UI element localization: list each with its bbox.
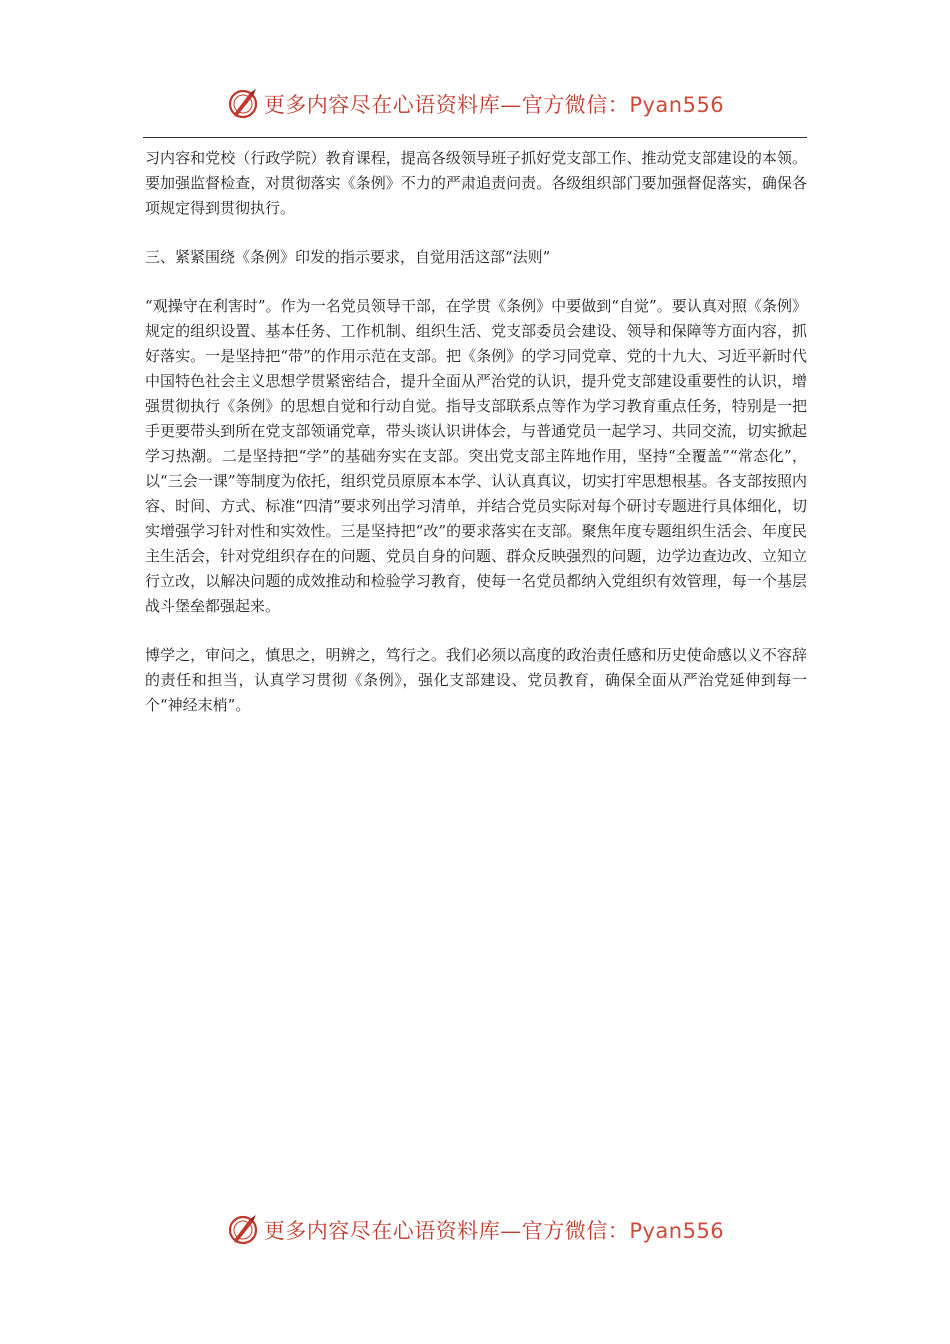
quill-pen-circle-icon <box>226 1213 260 1247</box>
quill-pen-circle-icon <box>226 87 260 121</box>
footer-banner-text <box>264 1215 724 1245</box>
document-body <box>145 146 807 742</box>
header-divider <box>143 137 807 138</box>
footer-wechat-id: Pyan556 <box>629 1219 725 1243</box>
paragraph-2: “观操守在利害时”。作为一名党员领导干部，在学贯《条例》中要做到“自觉”。要认真对照《条例》规定的组织设置、基本任务、工作机制、组织生活、党支部委员会建设、领导和保障等方面内容，抓好落实。一是坚持把“带”的作用示范在支部。把《条例》的学习同党章、党的十九大、习近平新时代中国特色社会主义思想学贯紧密结合，提升全面从严治党的认识，提升党支部建设重要性的认识，增强贯彻执行《条例》的思想自觉和行动自觉。指导支部联系点等作为学习教育重点任务，特别是一把手更要带头到所在党支部领诵党章，带头谈认识讲体会，与普通党员一起学习、共同交流，切实掀起学习热潮。二是坚持把“学”的基础夯实在支部。突出党支部主阵地作用，坚持“全覆盖”“常态化”，以“三会一课”等制度为依托，组织党员原原本本学、认认真真议，切实打牢思想根基。各支部按照内容、时间、方式、标准“四清”要求列出学习清单，并结合党员实际对每个研讨专题进行具体细化，切实增强学习针对性和实效性。三是坚持把“改”的要求落实在支部。聚焦年度专题组织生活会、年度民主生活会，针对党组织存在的问题、党员自身的问题、群众反映强烈的问题，边学边查边改、立知立行立改，以解决问题的成效推动和检验学习教育，使每一名党员都纳入党组织有效管理，每一个基层战斗堡垒都强起来。 <box>145 297 807 615</box>
paragraph-3: 博学之，审问之，慎思之，明辨之，笃行之。我们必须以高度的政治责任感和历史使命感以义不容辞的责任和担当，认真学习贯彻《条例》，强化支部建设、党员教育，确保全面从严治党延伸到每一个“神经末梢”。 <box>145 646 807 714</box>
footer-banner <box>0 1210 950 1250</box>
header-banner <box>0 84 950 124</box>
footer-banner-label: 更多内容尽在心语资料库—官方微信： <box>263 1219 630 1243</box>
paragraph-1: 习内容和党校（行政学院）教育课程，提高各级领导班子抓好党支部工作、推动党支部建设的本领。要加强监督检查，对贯彻落实《条例》不力的严肃追责问责。各级组织部门要加强督促落实，确保各项规定得到贯彻执行。 <box>145 149 807 217</box>
section-heading-3: 三、紧紧围绕《条例》印发的指示要求，自觉用活这部“法则” <box>145 248 551 266</box>
header-banner-label: 更多内容尽在心语资料库—官方微信： <box>263 93 630 117</box>
header-wechat-id: Pyan556 <box>629 93 725 117</box>
header-banner-text <box>264 89 724 119</box>
